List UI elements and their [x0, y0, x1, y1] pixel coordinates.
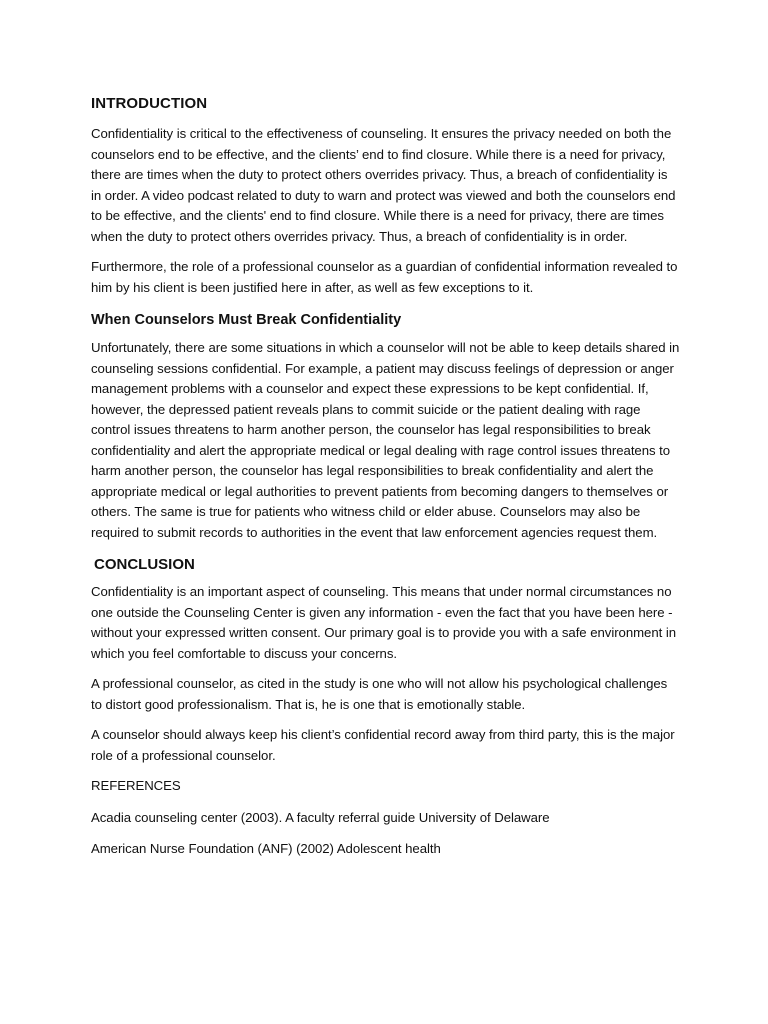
break-confidentiality-paragraph: Unfortunately, there are some situations in which a counselor will not be able to keep details shared in counseling sessions confidential. For example, a patient may discuss feelings of depression or anger management problems with a counselor and expect these expressions to be kept confidential. If, however, the depressed patient reveals plans to commit suicide or the patient dealing with rage control issues threatens to harm another person, the counselor has legal responsibilities to break confidentiality and alert the appropriate medical or legal dealing with rage control issues threatens to harm another person, the counselor has legal responsibilities to break confidentiality and alert the appropriate medical or legal authorities to prevent patients from becoming dangers to themselves or others. The same is true for patients who witness child or elder abuse. Counselors may also be required to submit records to authorities in the event that law enforcement agencies request them.	[91, 340, 680, 540]
reference-item-2: American Nurse Foundation (ANF) (2002) Adolescent health	[91, 841, 441, 856]
break-confidentiality-heading: When Counselors Must Break Confidentiality	[91, 312, 402, 328]
conclusion-paragraph-3: A counselor should always keep his client’s confidential record away from third party, this is the major role of a professional counselor.	[91, 727, 675, 763]
references-heading: REFERENCES	[91, 778, 181, 793]
conclusion-heading: CONCLUSION	[94, 556, 195, 573]
introduction-paragraph-2: Furthermore, the role of a professional counselor as a guardian of confidential information revealed to him by his client is been justified here in after, as well as few exceptions to it.	[91, 259, 678, 295]
document-page	[91, 92, 681, 871]
introduction-heading: INTRODUCTION	[91, 95, 208, 112]
introduction-paragraph-1: Confidentiality is critical to the effectiveness of counseling. It ensures the privacy needed on both the counselors end to be effective, and the clients’ end to find closure. While there is a need for privacy, there are times when the duty to protect others overrides privacy. Thus, a breach of confidentiality is in order. A video podcast related to duty to warn and protect was viewed and both the counselors end to be effective, and the clients' end to find closure. While there is a need for privacy, there are times when the duty to protect others overrides privacy. Thus, a breach of confidentiality is in order.	[91, 126, 676, 244]
conclusion-paragraph-1: Confidentiality is an important aspect of counseling. This means that under normal circumstances no one outside the Counseling Center is given any information - even the fact that you have been here - without your expressed written consent. Our primary goal is to provide you with a safe environment in which you feel comfortable to discuss your concerns.	[91, 584, 677, 661]
conclusion-paragraph-2: A professional counselor, as cited in the study is one who will not allow his psychological challenges to distort good professionalism. That is, he is one that is emotionally stable.	[91, 676, 668, 712]
reference-item-1: Acadia counseling center (2003). A faculty referral guide University of Delaware	[91, 809, 550, 825]
